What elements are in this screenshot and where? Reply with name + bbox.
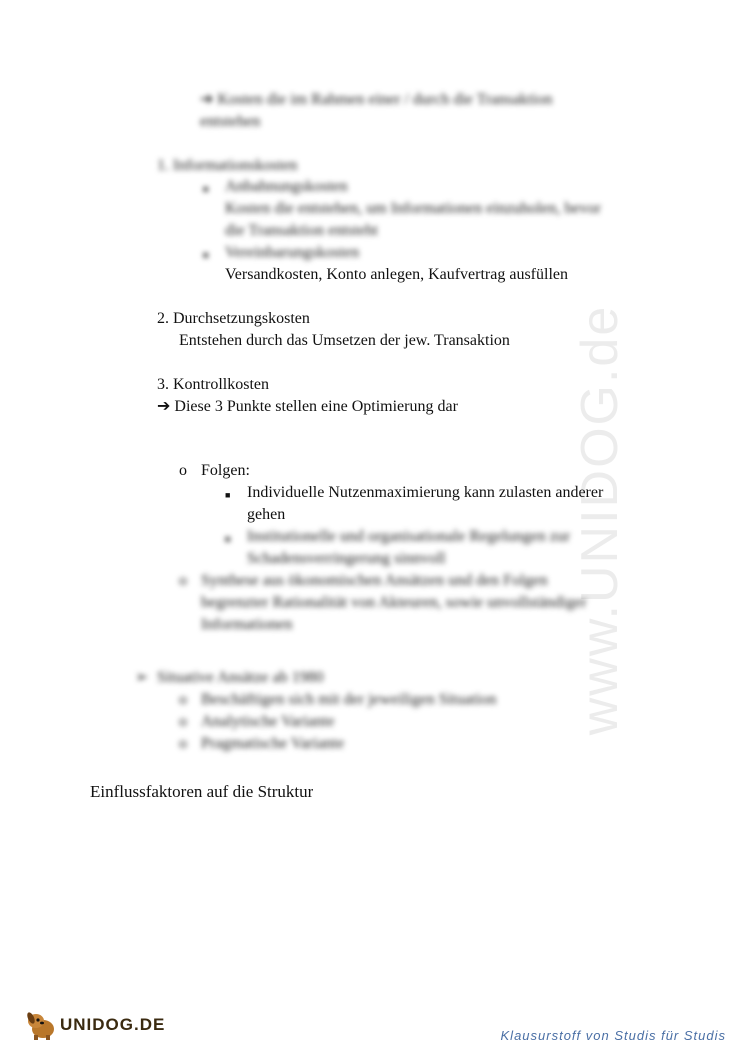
footer-logo[interactable]	[24, 1008, 165, 1042]
folgen-label: Folgen:	[201, 462, 250, 479]
circle-bullet-icon: o	[179, 691, 187, 708]
situative-item-2: Analytische Variante	[201, 713, 335, 730]
situative-item-1: Beschäftigen sich mit der jeweiligen Situation	[201, 691, 497, 708]
bullet-icon: ■	[225, 534, 231, 544]
anbahnung-line-2: die Transaktion entsteht	[225, 222, 378, 239]
circle-bullet-icon: o	[179, 735, 187, 752]
situative-item-3: Pragmatische Variante	[201, 735, 345, 752]
item-2-title: 2. Durchsetzungskosten	[157, 310, 310, 327]
anbahnung-line-1: Kosten die entstehen, um Informationen einzuholen, bevor	[225, 200, 601, 217]
folgen-item-1-line-1: Individuelle Nutzenmaximierung kann zulasten anderer	[247, 484, 604, 501]
arrow-line-1: ➔ Kosten die im Rahmen einer / durch die Transaktion	[200, 91, 553, 108]
circle-bullet-icon: o	[179, 713, 187, 730]
institutionelle-line-1: Institutionelle und organisationale Regelungen zur	[247, 528, 571, 545]
heading-clip	[90, 784, 313, 797]
item-1-title: 1. Informationskosten	[157, 157, 298, 174]
situative-title: Situative Ansätze ab 1980	[157, 669, 324, 686]
conclusion-line: ➔ Diese 3 Punkte stellen eine Optimierung dar	[157, 398, 458, 415]
item-2-text: Entstehen durch das Umsetzen der jew. Transaktion	[179, 332, 510, 349]
folgen-item-1-line-2: gehen	[247, 506, 286, 523]
bullet-icon: ■	[203, 250, 209, 260]
synthese-line-3: Informationen	[201, 616, 293, 633]
vereinbarung-text: Versandkosten, Konto anlegen, Kaufvertrag ausfüllen	[225, 266, 568, 283]
synthese-line-2: begrenzter Rationalität von Akteuren, sowie unvollständiger	[201, 594, 587, 611]
heading-bottom: Einflussfaktoren auf die Struktur	[90, 784, 314, 797]
bullet-icon: ■	[203, 184, 209, 194]
triangle-bullet-icon: ➢	[135, 669, 149, 686]
item-3-title: 3. Kontrollkosten	[157, 376, 269, 393]
arrow-line-2: entstehen	[200, 113, 261, 130]
institutionelle-line-2: Schadensverringerung sinnvoll	[247, 550, 446, 567]
circle-bullet-icon: o	[179, 462, 187, 479]
synthese-line-1: Synthese aus ökonomischen Ansätzen und den Folgen	[201, 572, 548, 589]
anbahnung-title: Anbahnungskosten	[225, 178, 348, 195]
circle-bullet-icon: o	[179, 572, 187, 589]
dog-icon	[24, 1008, 58, 1042]
bullet-icon: ■	[225, 490, 231, 500]
logo-text: UNIDOG.DE	[60, 1015, 166, 1034]
vereinbarung-title: Vereinbarungskosten	[225, 244, 360, 261]
footer-tagline: Klausurstoff von Studis für Studis	[500, 1028, 726, 1043]
watermark-text: www.UNIDOG.de	[571, 304, 629, 736]
